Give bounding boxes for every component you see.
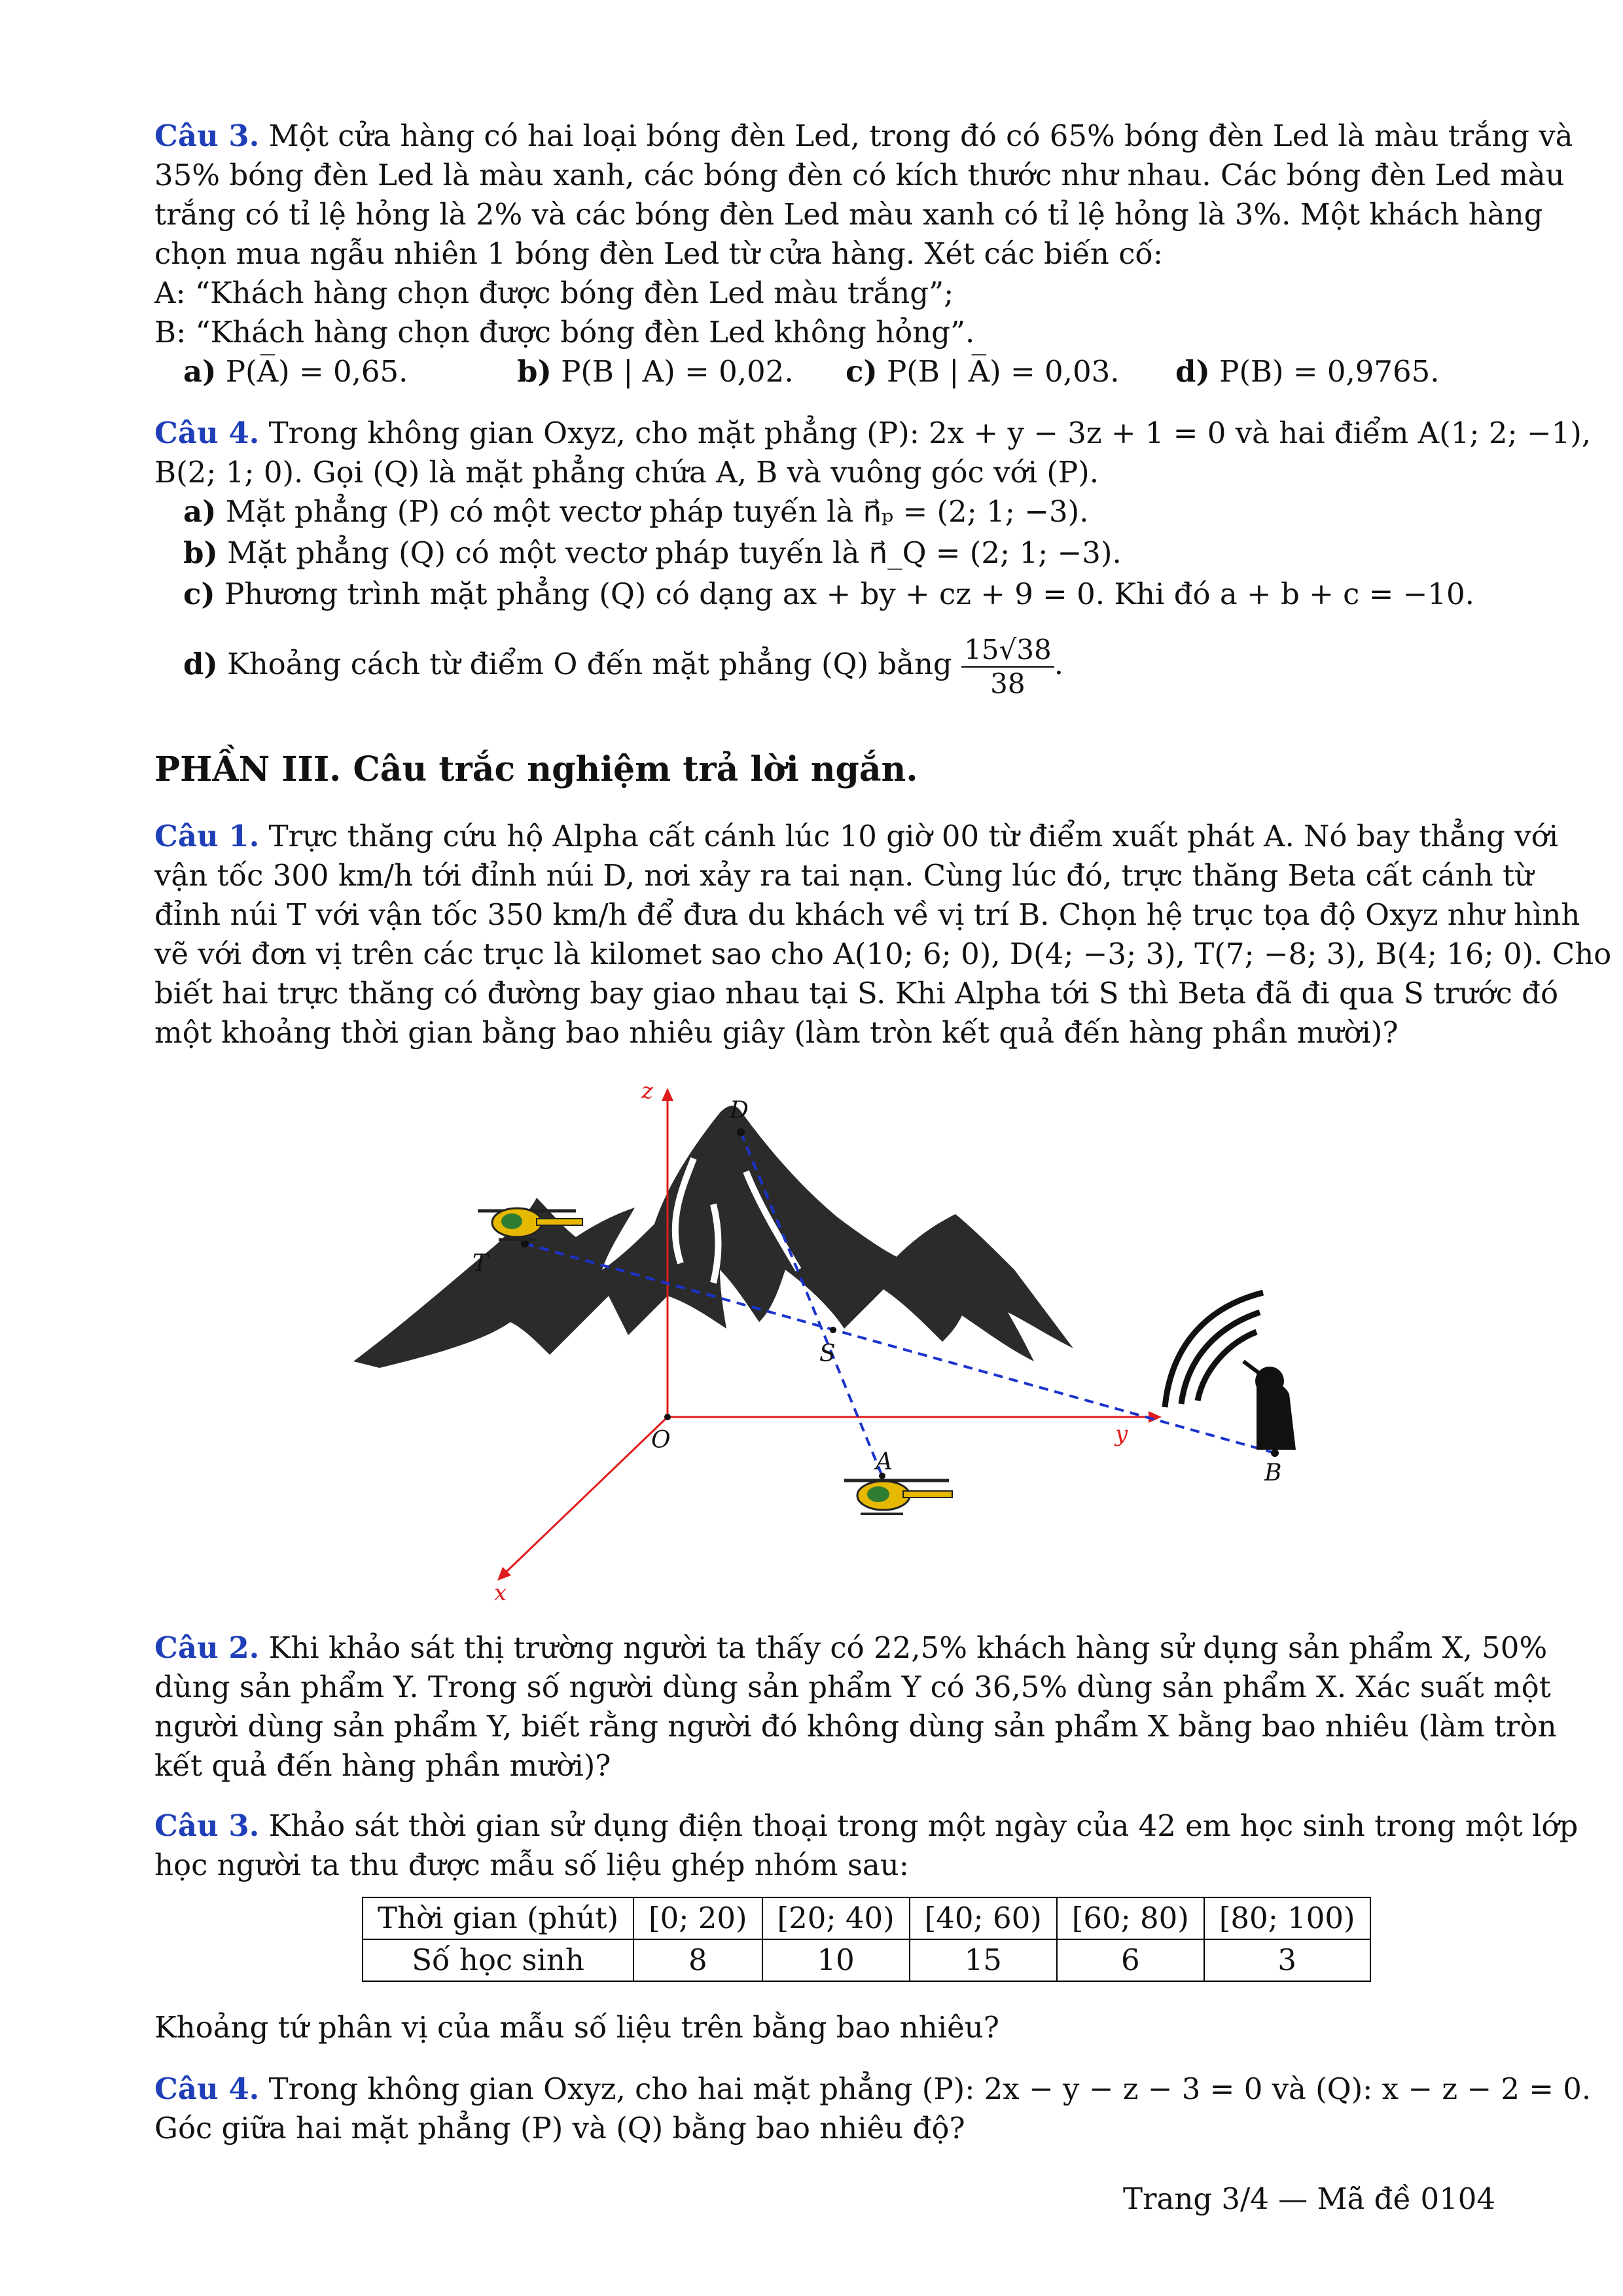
data-table bbox=[362, 1897, 1371, 1982]
part3-heading: PHẦN III. Câu trắc nghiệm trả lời ngắn. bbox=[154, 749, 918, 789]
s2-line-2: dùng sản phẩm Y. Trong số người dùng sản phẩm Y có 36,5% dùng sản phẩm X. Xác suất một bbox=[154, 1670, 1551, 1704]
table-row bbox=[363, 1939, 1370, 1981]
s3-after: Khoảng tứ phân vị của mẫu số liệu trên bằng bao nhiêu? bbox=[154, 2010, 999, 2045]
table-cell: 15 bbox=[910, 1939, 1057, 1981]
label-B: B bbox=[1264, 1460, 1282, 1486]
helicopter-figure bbox=[327, 1073, 1374, 1610]
label-O: O bbox=[651, 1427, 671, 1454]
table-cell: Thời gian (phút) bbox=[363, 1897, 633, 1939]
s2-label: Câu 2. bbox=[154, 1630, 260, 1665]
table-cell: 6 bbox=[1057, 1939, 1204, 1981]
s2-line-1: Câu 2. Khi khảo sát thị trường người ta thấy có 22,5% khách hàng sử dụng sản phẩm X, 50% bbox=[154, 1630, 1548, 1665]
table-cell: Số học sinh bbox=[363, 1939, 633, 1981]
s2-line-4: kết quả đến hàng phần mười)? bbox=[154, 1748, 611, 1783]
s3-line-1: Câu 3. Khảo sát thời gian sử dụng điện thoại trong một ngày của 42 em học sinh trong một lớp bbox=[154, 1808, 1578, 1843]
table-cell: 3 bbox=[1204, 1939, 1370, 1981]
q4-label: Câu 4. bbox=[154, 416, 260, 450]
q4-line-1: Câu 4. Trong không gian Oxyz, cho mặt phẳng (P): 2x + y − 3z + 1 = 0 và hai điểm A(1; 2; −1), bbox=[154, 416, 1592, 450]
radar-station-icon bbox=[1165, 1293, 1296, 1450]
table-cell: [40; 60) bbox=[910, 1897, 1057, 1939]
q3-label: Câu 3. bbox=[154, 118, 260, 153]
q3-line-3: trắng có tỉ lệ hỏng là 2% và các bóng đèn Led màu xanh có tỉ lệ hỏng là 3%. Một khách hàng bbox=[154, 197, 1543, 232]
distance-fraction: $\frac{15√38}{38}$ bbox=[961, 634, 1054, 700]
q4-option-c: c) Phương trình mặt phẳng (Q) có dạng ax + by + cz + 9 = 0. Khi đó a + b + c = −10. bbox=[183, 577, 1474, 611]
s4-line-1: Câu 4. Trong không gian Oxyz, cho hai mặt phẳng (P): 2x − y − z − 3 = 0 và (Q): x − z − 2 = 0. bbox=[154, 2072, 1592, 2106]
q4-line-2: B(2; 1; 0). Gọi (Q) là mặt phẳng chứa A, B và vuông góc với (P). bbox=[154, 455, 1099, 490]
q3-line-2: 35% bóng đèn Led là màu xanh, các bóng đèn có kích thước như nhau. Các bóng đèn Led màu bbox=[154, 158, 1565, 192]
q4-option-a: a) Mặt phẳng (P) có một vectơ pháp tuyến là n⃗ₚ = (2; 1; −3). bbox=[183, 494, 1089, 529]
q3-option-c: c) P(B | A̅) = 0,03. bbox=[846, 354, 1120, 389]
helicopter-alpha-icon bbox=[844, 1480, 952, 1514]
label-A: A bbox=[876, 1448, 893, 1475]
table-row bbox=[363, 1897, 1370, 1939]
s1-line-6: một khoảng thời gian bằng bao nhiêu giây (làm tròn kết quả đến hàng phần mười)? bbox=[154, 1015, 1399, 1050]
q3-event-a: A: “Khách hàng chọn được bóng đèn Led màu trắng”; bbox=[154, 276, 954, 310]
s4-label: Câu 4. bbox=[154, 2072, 260, 2106]
s3-label: Câu 3. bbox=[154, 1808, 260, 1843]
s1-line-1: Câu 1. Trực thăng cứu hộ Alpha cất cánh lúc 10 giờ 00 từ điểm xuất phát A. Nó bay thẳng với bbox=[154, 819, 1559, 853]
table-cell: 10 bbox=[762, 1939, 910, 1981]
s4-line-2: Góc giữa hai mặt phẳng (P) và (Q) bằng bao nhiêu độ? bbox=[154, 2111, 965, 2145]
x-axis bbox=[504, 1417, 668, 1574]
s1-line-3: đỉnh núi T với vận tốc 350 km/h để đưa du khách về vị trí B. Chọn hệ trục tọa độ Oxyz như hình bbox=[154, 897, 1580, 932]
q3-option-b: b) P(B | A) = 0,02. bbox=[517, 354, 794, 389]
label-y: y bbox=[1115, 1421, 1128, 1447]
s1-label: Câu 1. bbox=[154, 819, 260, 853]
table-cell: [60; 80) bbox=[1057, 1897, 1204, 1939]
s2-line-3: người dùng sản phẩm Y, biết rằng người đó không dùng sản phẩm X bằng bao nhiêu (làm tròn bbox=[154, 1709, 1557, 1744]
table-cell: 8 bbox=[633, 1939, 762, 1981]
page-footer: Trang 3/4 — Mã đề 0104 bbox=[1122, 2181, 1495, 2216]
q3-option-a: a) P(A̅) = 0,65. bbox=[183, 354, 408, 389]
label-S: S bbox=[819, 1340, 836, 1367]
table-cell: [0; 20) bbox=[633, 1897, 762, 1939]
table-cell: [20; 40) bbox=[762, 1897, 910, 1939]
s1-line-2: vận tốc 300 km/h tới đỉnh núi D, nơi xảy ra tai nạn. Cùng lúc đó, trực thăng Beta cất cánh từ bbox=[154, 858, 1534, 893]
label-D: D bbox=[730, 1097, 749, 1124]
s3-line-2: học người ta thu được mẫu số liệu ghép nhóm sau: bbox=[154, 1848, 909, 1882]
q3-line-1: Câu 3. Một cửa hàng có hai loại bóng đèn Led, trong đó có 65% bóng đèn Led là màu trắng và bbox=[154, 118, 1573, 153]
q3-event-b: B: “Khách hàng chọn được bóng đèn Led không hỏng”. bbox=[154, 315, 975, 350]
table-cell: [80; 100) bbox=[1204, 1897, 1370, 1939]
q4-option-d: d) Khoảng cách từ điểm O đến mặt phẳng (Q) bằng $\frac{15√38}{38}$ . bbox=[183, 633, 1064, 700]
mountain-range bbox=[353, 1106, 1073, 1368]
s1-line-5: biết hai trực thăng có đường bay giao nhau tại S. Khi Alpha tới S thì Beta đã đi qua S trước đó bbox=[154, 976, 1559, 1011]
q3-line-4: chọn mua ngẫu nhiên 1 bóng đèn Led từ cửa hàng. Xét các biến cố: bbox=[154, 236, 1164, 271]
q3-option-d: d) P(B) = 0,9765. bbox=[1175, 354, 1440, 389]
label-z: z bbox=[641, 1078, 653, 1104]
label-T: T bbox=[473, 1250, 489, 1277]
q4-option-b: b) Mặt phẳng (Q) có một vectơ pháp tuyến là n⃗_Q = (2; 1; −3). bbox=[183, 535, 1122, 570]
label-x: x bbox=[494, 1580, 507, 1606]
s1-line-4: vẽ với đơn vị trên các trục là kilomet sao cho A(10; 6; 0), D(4; −3; 3), T(7; −8; 3), B(4; 16; 0). Cho bbox=[154, 937, 1612, 971]
